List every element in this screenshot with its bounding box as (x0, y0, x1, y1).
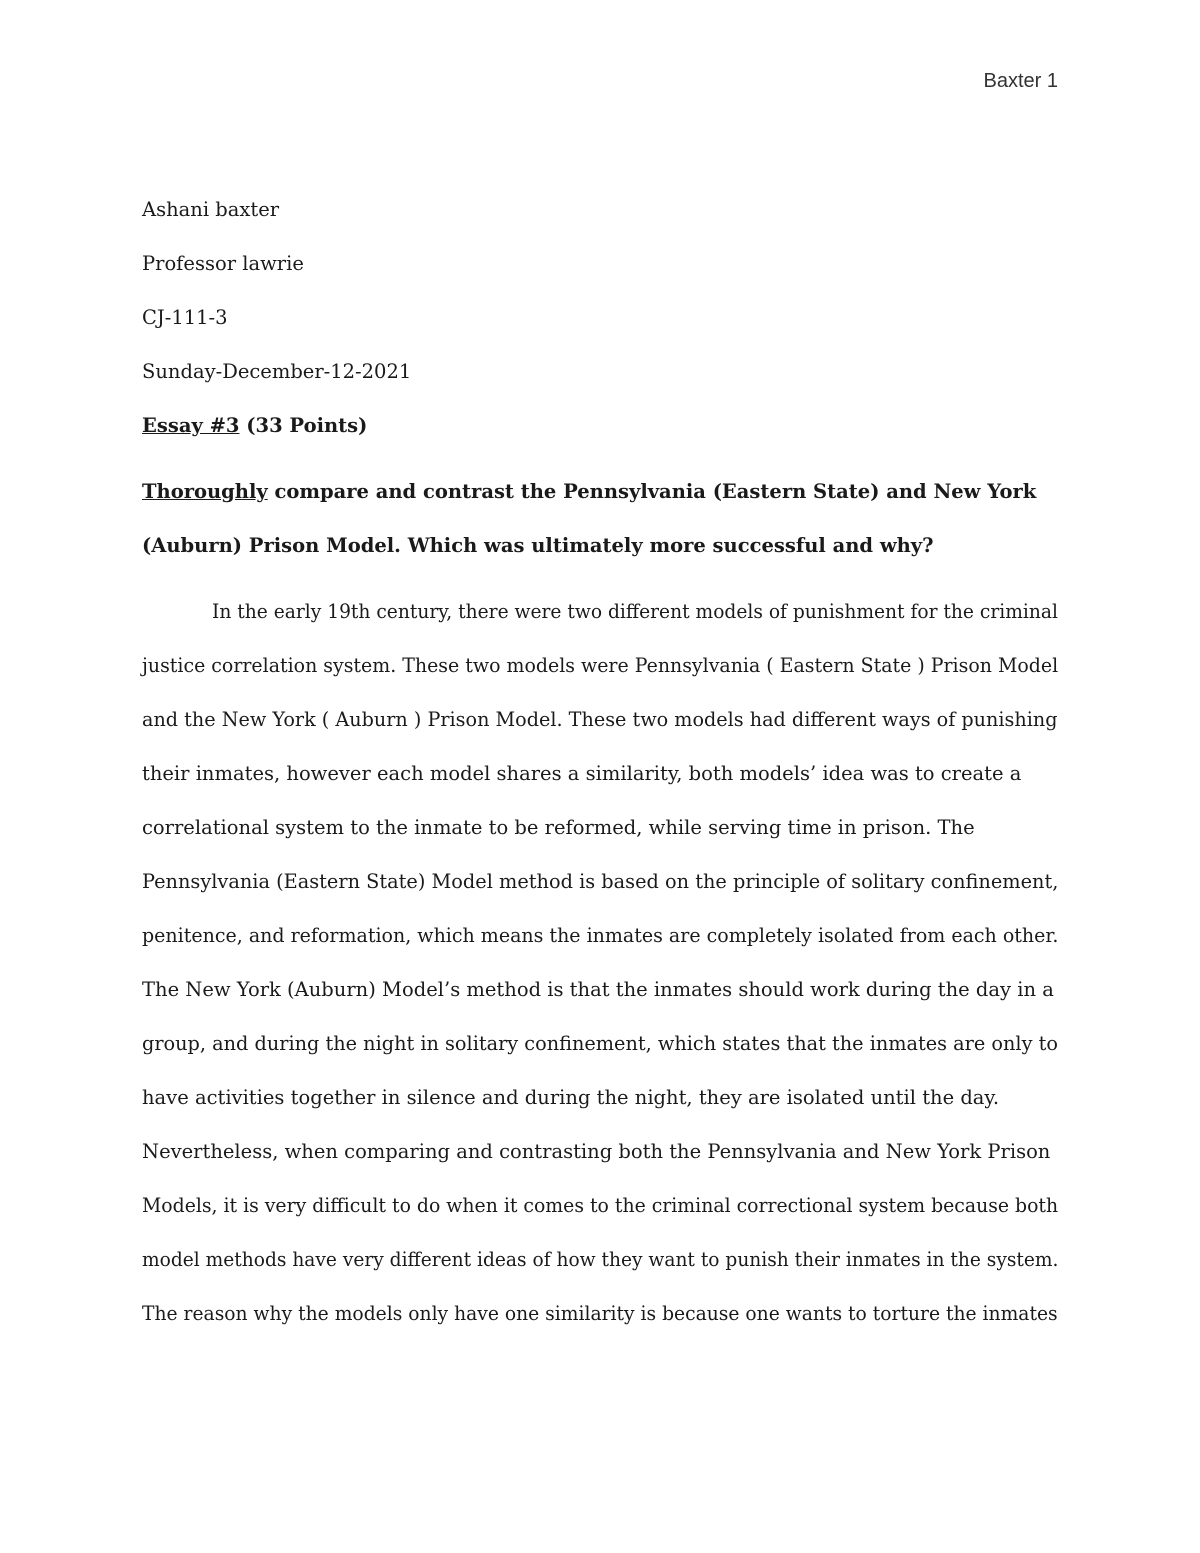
paragraph-line: group, and during the night in solitary confinement, which states that the inmates are only to (142, 1032, 1058, 1055)
essay-title-points: (33 Points) (239, 414, 368, 437)
professor-name: Professor lawrie (142, 252, 304, 275)
essay-date: Sunday-December-12-2021 (142, 360, 412, 383)
running-head: Baxter 1 (983, 70, 1058, 92)
paragraph-line: The reason why the models only have one similarity is because one wants to torture the inmates (142, 1302, 1058, 1325)
paragraph-line: correlational system to the inmate to be reformed, while serving time in prison. The (142, 816, 975, 839)
paragraph-line: and the New York ( Auburn ) Prison Model. These two models had different ways of punishing (142, 708, 1058, 731)
essay-title (142, 412, 367, 440)
essay-title-number: Essay #3 (142, 414, 240, 437)
essay-prompt-emphasis: Thoroughly (142, 480, 268, 503)
essay-prompt-line-1 (142, 478, 1036, 506)
paragraph-line: their inmates, however each model shares a similarity, both models’ idea was to create a (142, 762, 1022, 785)
paragraph-line: penitence, and reformation, which means the inmates are completely isolated from each other. (142, 924, 1059, 947)
paragraph-line: justice correlation system. These two models were Pennsylvania ( Eastern State ) Prison Model (142, 654, 1059, 677)
paragraph-line: model methods have very different ideas of how they want to punish their inmates in the system. (142, 1248, 1059, 1271)
paragraph-line: The New York (Auburn) Model’s method is that the inmates should work during the day in a (142, 978, 1054, 1001)
paragraph-line: Models, it is very difficult to do when it comes to the criminal correctional system because both (142, 1194, 1059, 1217)
essay-prompt-line-2: (Auburn) Prison Model. Which was ultimately more successful and why? (142, 534, 934, 557)
paragraph-line: In the early 19th century, there were two different models of punishment for the criminal (212, 600, 1058, 623)
paragraph-line: Nevertheless, when comparing and contrasting both the Pennsylvania and New York Prison (142, 1140, 1051, 1163)
course-code: CJ-111-3 (142, 306, 228, 329)
essay-prompt-line-1-rest: compare and contrast the Pennsylvania (Eastern State) and New York (267, 480, 1037, 503)
paragraph-line: Pennsylvania (Eastern State) Model method is based on the principle of solitary confinement, (142, 870, 1059, 893)
student-name: Ashani baxter (142, 198, 280, 221)
paragraph-line: have activities together in silence and during the night, they are isolated until the day. (142, 1086, 1000, 1109)
